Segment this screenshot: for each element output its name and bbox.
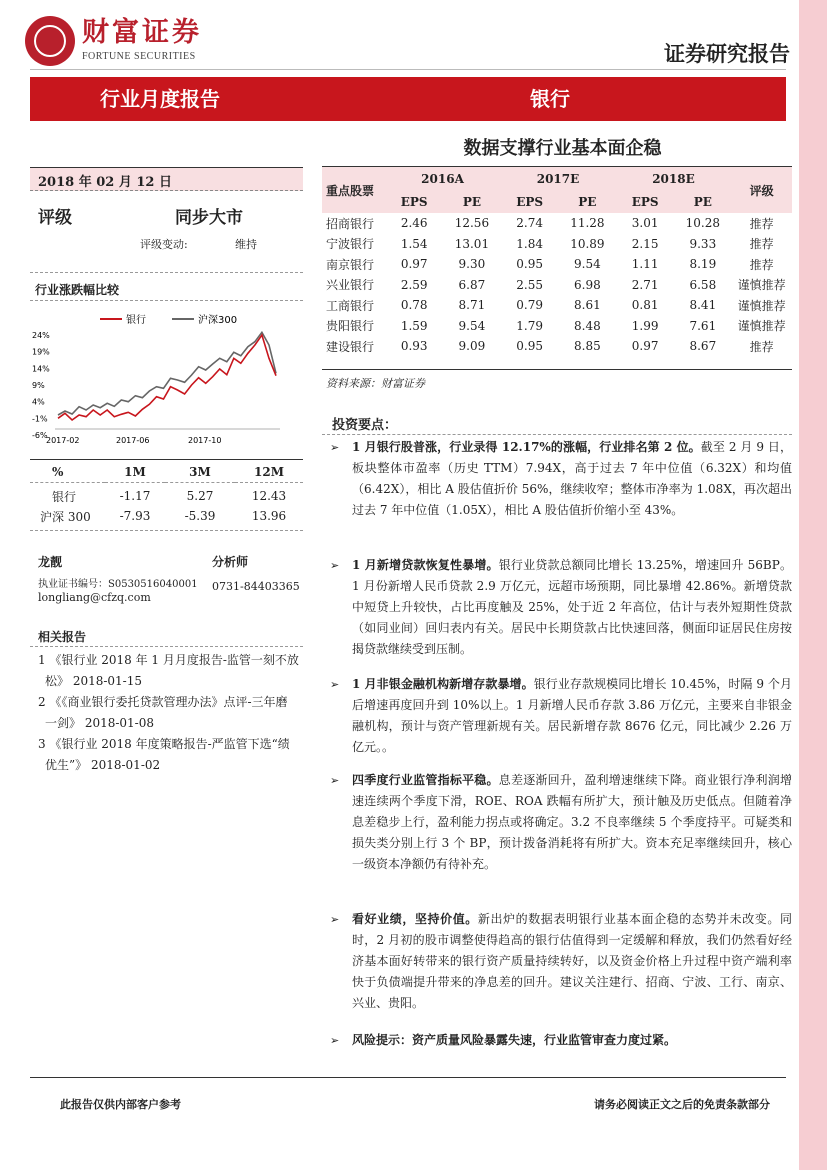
valuation-subheader: EPS [631,194,659,209]
perf-cell: -1.17 [119,489,151,503]
valuation-stock-name: 兴业银行 [326,278,375,293]
divider [30,300,303,301]
valuation-year: 2018E [652,171,695,186]
series-hs300-line [58,332,276,415]
y-tick-label: 9% [32,381,45,390]
point-item: ➢ 1 月银行股普涨，行业录得 12.17%的涨幅，行业排名第 2 位。截至 2 月 9 日，板块整体市盈率（历史 TTM）7.94X，高于过去 7 年中位值（6.32X）和均值（6.42X），相比 A 股估值折价 56%，继续收窄；整体市净率为 1.08X，再次超出过去 7 年中位值（1.05X），相比 A 股估值折价缩小至 43%。 [330,440,792,517]
banner-report-category: 行业月度报告 [100,87,220,111]
valuation-cell: 12.56 [454,216,490,231]
perf-cell: -5.39 [184,509,216,523]
valuation-row [322,295,792,316]
valuation-cell: 1.59 [400,318,428,333]
valuation-cell: 7.61 [689,318,717,333]
x-tick-label: 2017-02 [46,436,80,445]
valuation-cell: 2.59 [400,277,428,292]
perf-header: % [52,464,64,479]
valuation-stock-name: 招商银行 [326,216,375,231]
point-item: ➢ 看好业绩，坚持价值。新出炉的数据表明银行业基本面企稳的态势并未改变。同时，2 月初的股市调整使得趋高的银行估值得到一定缓解和释放，我们仍然看好经济基本面好转带来的银行资产质量持续转好，以及资金价格上升过程中资产端利率快于负债端提升带来的净息差的回升。建议关注建行、招商、宁波、工行、南京、兴业、贵阳。 [330,912,792,1010]
perf-cell: 12.43 [251,489,287,503]
valuation-rating: 推荐 [749,257,774,272]
valuation-subheader: EPS [516,194,544,209]
valuation-rating: 推荐 [749,237,774,252]
valuation-stock-name: 工商银行 [326,298,375,313]
valuation-cell: 6.87 [458,277,486,292]
logo-chinese-name: 财富证券 [82,17,202,48]
valuation-cell: 9.09 [458,339,486,354]
valuation-year: 2016A [421,171,464,186]
valuation-cell: 0.79 [516,298,543,313]
valuation-cell: 1.54 [400,236,428,251]
valuation-cell: 2.55 [516,277,543,292]
valuation-row [322,213,792,234]
rating-value: 同步大市 [175,208,243,228]
header-divider [30,69,786,70]
valuation-cell: 8.67 [689,339,717,354]
rating-change-value: 维持 [235,238,257,251]
valuation-cell: 10.28 [685,216,721,231]
valuation-rating: 谨慎推荐 [737,319,786,334]
valuation-cell: 13.01 [454,236,490,251]
valuation-row [322,275,792,296]
perf-row [30,486,303,506]
y-tick-label: 24% [32,331,50,340]
analyst-name: 龙靓 [38,555,63,569]
industry-compare-chart [30,305,303,447]
valuation-cell: 2.71 [631,277,659,292]
report-type: 证券研究报告 [664,41,790,66]
valuation-cell: 6.98 [574,277,601,292]
valuation-rating: 谨慎推荐 [737,278,786,293]
valuation-stock-name: 宁波银行 [326,237,375,252]
related-list [38,650,300,776]
point-item: ➢ 1 月非银金融机构新增存款暴增。银行业存款规模同比增长 10.45%，时隔 9 个月后增速再度回升到 10%以上。1 月新增人民币存款 3.86 万亿元，主要来自非银金融机构，预计与资产管理新规有关。居民新增存款 8676 亿元，同比减少 2.26 万亿元。。 [330,677,792,754]
analyst-cert: 执业证书编号：S0530516040001 [38,579,198,590]
y-tick-label: -6% [32,431,48,440]
valuation-row [322,336,792,357]
valuation-cell: 8.19 [689,257,717,272]
perf-cell: 5.27 [186,489,214,503]
divider [30,646,303,647]
perf-header: 1M [124,464,146,479]
valuation-cell: 1.79 [516,318,543,333]
valuation-row [322,254,792,275]
perf-row [30,506,303,526]
valuation-row [322,316,792,337]
performance-table [30,462,303,526]
related-item[interactable]: 2 《《商业银行委托贷款管理办法》点评-三年磨 一剑》 2018-01-08 [38,695,288,730]
valuation-cell: 8.85 [574,339,601,354]
valuation-cell: 9.30 [458,257,486,272]
legend-hs300: 沪深300 [198,315,238,326]
valuation-row [322,234,792,255]
footer-notice: 此报告仅供内部客户参考 [60,1098,181,1111]
divider [322,434,792,435]
valuation-stock-name: 贵阳银行 [326,319,375,334]
analyst-phone: 0731-84403365 [212,580,300,593]
valuation-cell: 3.01 [631,216,659,231]
perf-cell: 沪深 300 [40,509,91,524]
valuation-cell: 0.95 [516,257,543,272]
valuation-cell: 0.93 [400,339,428,354]
report-title: 数据支撑行业基本面企稳 [463,138,662,159]
valuation-cell: 2.15 [631,236,659,251]
points-heading: 投资要点： [332,418,398,433]
valuation-rating: 推荐 [749,339,774,354]
point-item: ➢ 风险提示：资产质量风险暴露失速，行业监管审查力度过紧。 [330,1033,677,1047]
report-date: 2018 年 02 月 12 日 [38,175,172,190]
footer-divider [30,1077,786,1078]
point-item: ➢ 1 月新增贷款恢复性暴增。银行业贷款总额同比增长 13.25%，增速回升 56BP。1 月份新增人民币贷款 2.9 万亿元，远超市场预期，同比暴增 42.86%。新增贷款中短贷上升较快，占比再度触及 25%，处于近 2 年高位，估计与表外短期性贷款（如同业间）回归表内有关。居民中长期贷款占比快速回落，侧面印证居民住房按揭贷款继续受到压制。 [330,558,792,656]
valuation-cell: 8.71 [458,298,486,313]
related-heading: 相关报告 [38,630,87,644]
valuation-subheader: PE [462,194,481,209]
related-item[interactable]: 3 《银行业 2018 年度策略报告-严监管下选“绩 优生”》 2018-01-02 [38,737,290,772]
valuation-cell: 0.97 [631,339,659,354]
perf-header: 12M [254,464,284,479]
valuation-cell: 6.58 [689,277,717,292]
compare-heading: 行业涨跌幅比较 [35,283,120,297]
valuation-year: 2017E [536,171,580,186]
valuation-subheader: PE [578,194,597,209]
valuation-cell: 2.46 [400,216,428,231]
logo-english-name: FORTUNE SECURITIES [82,51,196,62]
perf-cell: 13.96 [251,509,287,523]
valuation-table [322,167,792,357]
analyst-role: 分析师 [212,555,249,569]
valuation-cell: 1.99 [631,318,659,333]
perf-cell: -7.93 [119,509,151,523]
valuation-cell: 0.95 [516,339,543,354]
divider [30,530,303,531]
valuation-cell: 11.28 [570,216,605,231]
valuation-cell: 0.78 [400,298,428,313]
x-tick-label: 2017-06 [116,436,150,445]
valuation-stock-name: 建设银行 [326,339,375,354]
analyst-email[interactable]: longliang@cfzq.com [38,591,151,604]
y-tick-label: 19% [32,347,50,357]
valuation-rating: 谨慎推荐 [737,298,786,313]
banner-industry: 银行 [530,87,570,111]
x-tick-label: 2017-10 [188,436,222,445]
legend-bank: 银行 [126,315,146,326]
valuation-cell: 2.74 [516,216,543,231]
valuation-stock-name: 南京银行 [326,257,375,272]
divider [322,369,792,370]
valuation-header-stock: 重点股票 [326,183,375,198]
valuation-cell: 1.11 [631,257,659,272]
valuation-cell: 0.97 [400,257,428,272]
rating-label: 评级 [38,208,72,228]
valuation-cell: 0.81 [631,298,659,313]
y-tick-label: 14% [32,364,50,374]
valuation-cell: 9.33 [689,236,717,251]
y-tick-label: 4% [32,397,45,407]
point-item: ➢ 四季度行业监管指标平稳。息差逐渐回升，盈利增速继续下降。商业银行净利润增速连续两个季度下滑，ROE、ROA 跌幅有所扩大，预计触及历史低点。但随着净息差稳步上行，盈利能力拐点或将确定。3.2 不良率继续 5 个季度持平。可疑类和损失类分别上行 3 个 BP，预计拨备消耗将有所扩大。资本充足率继续回升，核心一级资本净额仍有待补充。 [330,773,792,871]
valuation-cell: 8.41 [689,298,717,313]
valuation-cell: 8.48 [574,318,601,333]
related-item[interactable]: 1 《银行业 2018 年 1 月月度报告-监管一刻不放 松》 2018-01-15 [38,653,299,688]
side-strip [799,0,827,1170]
valuation-cell: 8.61 [574,298,601,313]
valuation-cell: 10.89 [570,236,605,251]
company-logo [25,16,75,66]
valuation-header-rating: 评级 [749,183,774,198]
valuation-subheader: PE [693,194,712,209]
y-tick-label: -1% [32,414,48,424]
divider [30,459,303,460]
table-source: 资料来源：财富证券 [326,377,425,390]
valuation-cell: 9.54 [574,257,601,272]
perf-cell: 银行 [52,489,77,504]
divider [30,272,303,273]
rating-change-label: 评级变动: [140,238,188,251]
valuation-rating: 推荐 [749,216,774,231]
valuation-subheader: EPS [400,194,428,209]
valuation-cell: 9.54 [458,318,486,333]
footer-disclaimer: 请务必阅读正文之后的免责条款部分 [594,1098,770,1111]
perf-header: 3M [189,464,211,479]
valuation-cell: 1.84 [516,236,543,251]
